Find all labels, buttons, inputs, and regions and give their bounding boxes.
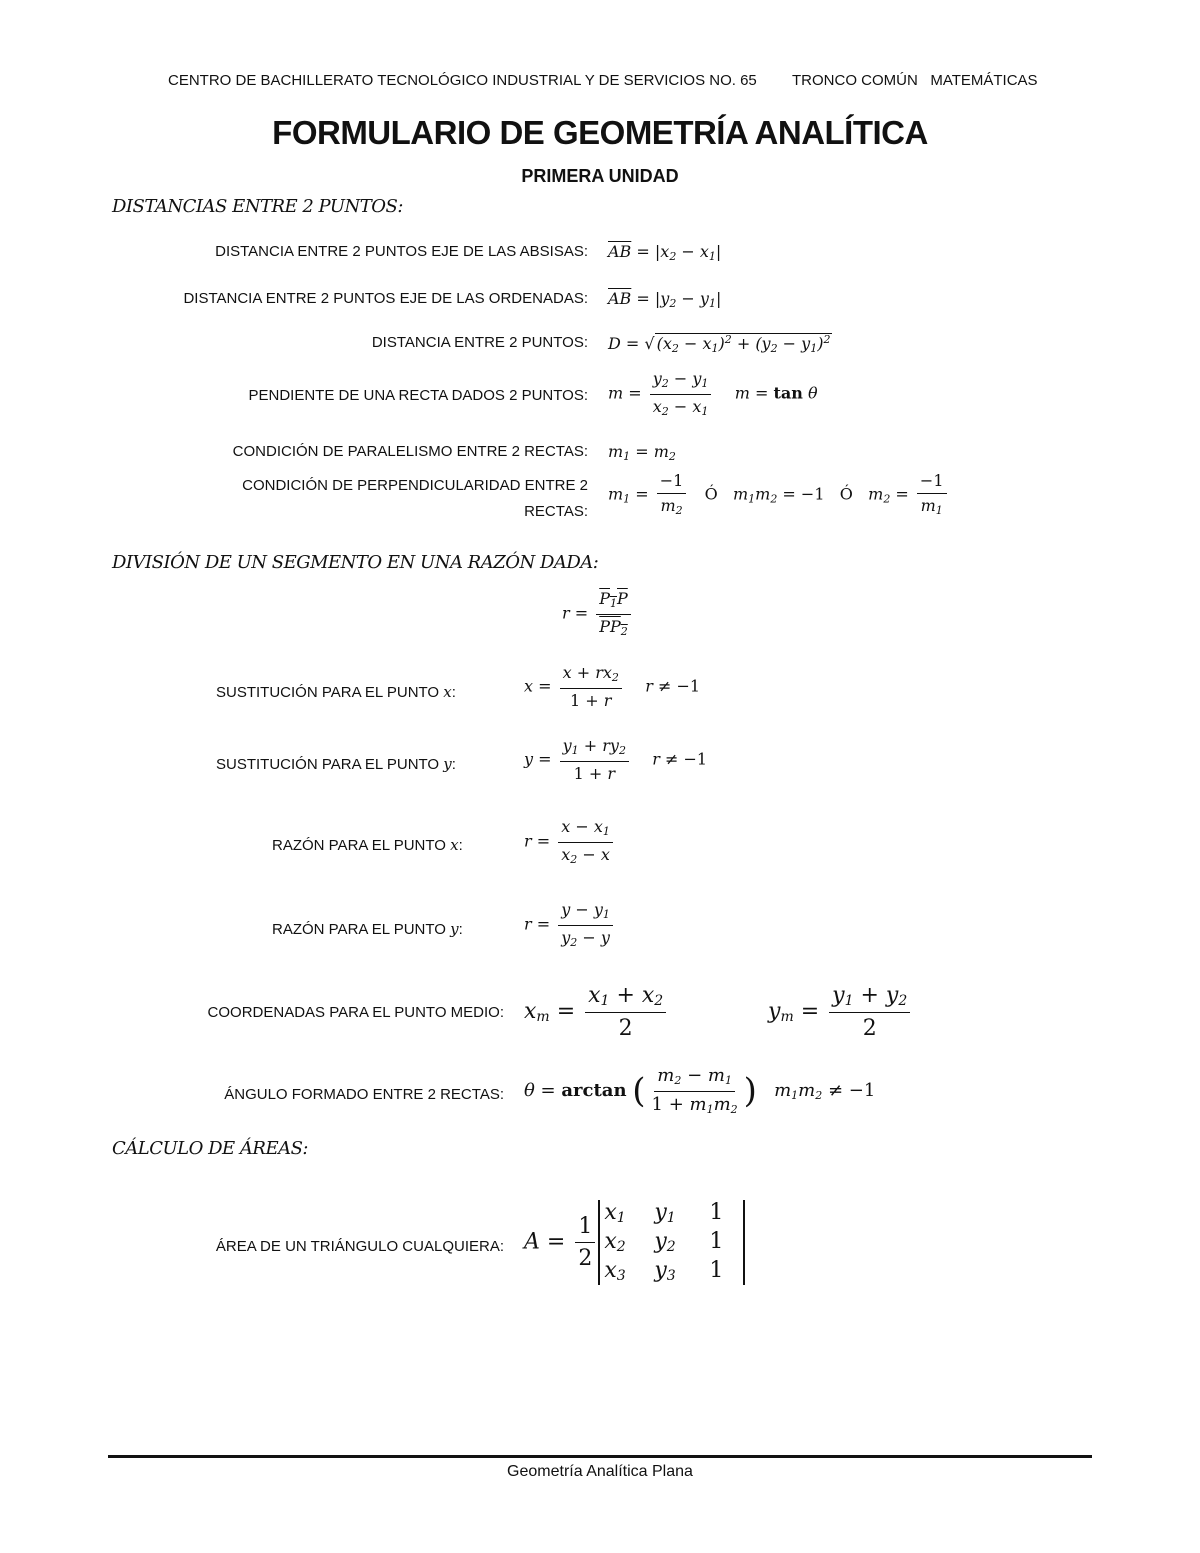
label-abscissa-distance: DISTANCIA ENTRE 2 PUNTOS EJE DE LAS ABSISAS: [215,243,588,260]
formula-triangle-area: A = $\frac{1}{2}$ $x_1$ $y_1$ 1 $x_2$ $y_2$ 1 $x_3$ $y_3$ 1 [524,1200,745,1285]
label-distance: DISTANCIA ENTRE 2 PUNTOS: [371,334,588,351]
or-word-1: Ó [704,484,718,504]
page-footer: Geometría Analítica Plana [507,1463,693,1480]
formula-midpoint-x: $x_m$ = $\frac{x_1 + x_2}{2}$ [524,983,669,1041]
section-division: DIVISIÓN DE UN SEGMENTO EN UNA RAZÓN DADA: [112,552,599,573]
label-slope: PENDIENTE DE UNA RECTA DADOS 2 PUNTOS: [248,387,588,404]
section-distances: DISTANCIAS ENTRE 2 PUNTOS: [112,196,403,217]
formula-distance: D = √ $(x_2 - x_1)^2 + (y_2 - y_1)^2$ [608,333,831,355]
formula-slope: m = $\frac{y_2 - y_1}{x_2 - x_1}$ m = tan θ [608,369,818,418]
formula-perpendicular: $m_1$ = $\frac{-1}{m_2}$ Ó $m_1m_2 = -1$ Ó $m_2$ = $\frac{-1}{m_1}$ [608,472,950,518]
course-header: TRONCO COMÚN MATEMÁTICAS [792,72,1038,89]
footer-rule [108,1455,1092,1458]
label-angle: ÁNGULO FORMADO ENTRE 2 RECTAS: [224,1086,504,1103]
formula-ordinate-distance: $\overline{AB} = |y_2 - y_1|$ [608,289,722,310]
formula-angle: θ = arctan ( $\frac{m_2 - m_1}{1 + m_1m_2}$ ) $m_1m_2 \ne -1$ [524,1065,876,1116]
label-substitution-y: SUSTITUCIÓN PARA EL PUNTO y: [216,755,456,773]
label-ratio-y: RAZÓN PARA EL PUNTO y: [272,920,463,938]
formula-midpoint-y: $y_m$ = $\frac{y_1 + y_2}{2}$ [768,983,913,1041]
determinant-matrix: $x_1$ $y_1$ 1 $x_2$ $y_2$ 1 $x_3$ $y_3$ 1 [598,1200,745,1285]
formula-ratio-x: r = $\frac{x - x_1}{x_2 - x}$ [524,818,616,866]
label-ordinate-distance: DISTANCIA ENTRE 2 PUNTOS EJE DE LAS ORDENADAS: [183,290,588,307]
formula-parallel: $m_1 = m_2$ [608,442,676,463]
label-perpendicular-line1: CONDICIÓN DE PERPENDICULARIDAD ENTRE 2 [242,477,588,494]
formula-substitution-x: x = $\frac{x + rx_2}{1 + r}$ r ≠ −1 [524,663,701,710]
formula-ratio-definition: r = $\frac{P_1P}{PP_2}$ [562,590,634,638]
formula-abscissa-distance: $\overline{AB} = |x_2 - x_1|$ [608,242,722,263]
institution-header: CENTRO DE BACHILLERATO TECNOLÓGICO INDUSTRIAL Y DE SERVICIOS NO. 65 [168,72,757,89]
page-subtitle: PRIMERA UNIDAD [521,166,679,186]
label-midpoint: COORDENADAS PARA EL PUNTO MEDIO: [207,1004,504,1021]
label-ratio-x: RAZÓN PARA EL PUNTO x: [272,836,463,854]
section-areas: CÁLCULO DE ÁREAS: [112,1138,308,1159]
label-substitution-x: SUSTITUCIÓN PARA EL PUNTO x: [216,683,456,701]
or-word-2: Ó [839,484,853,504]
label-perpendicular-line2: RECTAS: [524,503,588,520]
label-parallel: CONDICIÓN DE PARALELISMO ENTRE 2 RECTAS: [232,443,588,460]
formula-substitution-y: y = $\frac{y_1 + ry_2}{1 + r}$ r ≠ −1 [524,736,708,783]
label-triangle-area: ÁREA DE UN TRIÁNGULO CUALQUIERA: [215,1238,504,1255]
arctan-function: arctan [561,1080,627,1102]
tan-function: tan [773,383,803,403]
page-title: FORMULARIO DE GEOMETRÍA ANALÍTICA [272,114,928,151]
formula-ratio-y: r = $\frac{y - y_1}{y_2 - y}$ [524,901,616,949]
